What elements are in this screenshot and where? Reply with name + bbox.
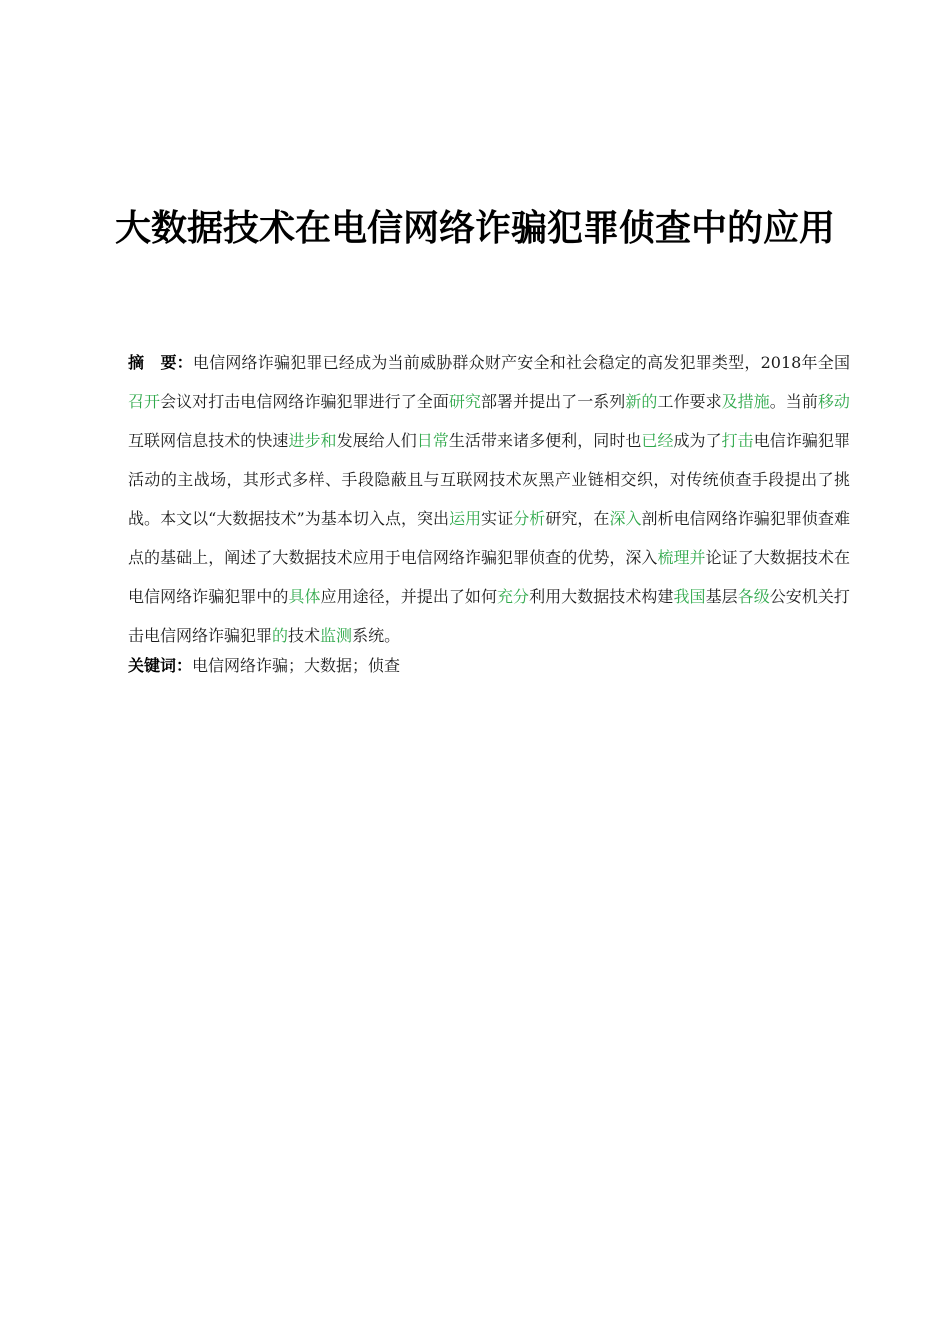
abstract-highlight-text: 及措施 bbox=[721, 392, 770, 411]
abstract-text: 公安机关打击电信网络诈骗犯罪 bbox=[128, 587, 850, 645]
abstract-paragraph bbox=[128, 343, 850, 655]
abstract-highlight-text: 深入 bbox=[609, 509, 642, 528]
abstract-text: 基层 bbox=[705, 587, 738, 606]
abstract-text: 。当前 bbox=[769, 392, 818, 411]
abstract-highlight-text: 进步和 bbox=[288, 431, 337, 450]
abstract-highlight-text: 新的 bbox=[625, 392, 658, 411]
abstract-text: 互联网信息技术的快速 bbox=[128, 431, 289, 450]
keywords-label: 关键词： bbox=[128, 656, 193, 675]
abstract-highlight-text: 充分 bbox=[497, 587, 530, 606]
abstract-text: 论证了大数据技术在电信网络诈骗犯罪中的 bbox=[128, 548, 850, 606]
abstract-label: 摘 要： bbox=[128, 353, 193, 372]
abstract-text: 成为了 bbox=[673, 431, 722, 450]
abstract-text: 技术 bbox=[288, 626, 321, 645]
abstract-highlight-text: 已经 bbox=[641, 431, 674, 450]
abstract-highlight-text: 打击 bbox=[721, 431, 754, 450]
abstract-highlight-text: 监测 bbox=[320, 626, 353, 645]
abstract-text: 利用大数据技术构建 bbox=[529, 587, 674, 606]
abstract-text: 电信诈骗犯罪活动的主战场，其形式多样、手段隐蔽且与互联网技术灰黑产业链相交织，对传统侦查手段提出了挑战。本文以“大数据技术”为基本切入点，突出 bbox=[128, 431, 850, 528]
document-title: 大数据技术在电信网络诈骗犯罪侦查中的应用 bbox=[114, 208, 835, 249]
abstract-text: 部署并提出了一系列 bbox=[480, 392, 626, 411]
abstract-text: 实证 bbox=[481, 509, 514, 528]
keywords-text: 电信网络诈骗；大数据；侦查 bbox=[192, 656, 401, 675]
abstract-highlight-text: 的 bbox=[272, 626, 289, 645]
abstract-text: 电信网络诈骗犯罪已经成为当前威胁群众财产安全和社会稳定的高发犯罪类型，2018年全国 bbox=[192, 353, 850, 372]
abstract-text: 工作要求 bbox=[657, 392, 722, 411]
abstract-highlight-text: 分析 bbox=[513, 509, 546, 528]
abstract-highlight-text: 研究 bbox=[448, 392, 481, 411]
abstract-text: 生活带来诸多便利，同时也 bbox=[448, 431, 642, 450]
abstract-highlight-text: 具体 bbox=[288, 587, 321, 606]
abstract-highlight-text: 召开 bbox=[128, 392, 161, 411]
keywords-line bbox=[128, 653, 850, 679]
abstract-text: 发展给人们 bbox=[336, 431, 417, 450]
abstract-text: 剖析电信网络诈骗犯罪侦查难点的基础上，阐述了大数据技术应用于电信网络诈骗犯罪侦查的优势，深入 bbox=[128, 509, 850, 567]
abstract-highlight-text: 运用 bbox=[449, 509, 482, 528]
abstract-highlight-text: 移动 bbox=[817, 392, 850, 411]
abstract-highlight-text: 日常 bbox=[416, 431, 449, 450]
abstract-highlight-text: 各级 bbox=[737, 587, 770, 606]
abstract-text: 会议对打击电信网络诈骗犯罪进行了全面 bbox=[160, 392, 449, 411]
abstract-highlight-text: 梳理并 bbox=[657, 548, 706, 567]
abstract-text: 应用途径，并提出了如何 bbox=[320, 587, 497, 606]
abstract-highlight-text: 我国 bbox=[673, 587, 706, 606]
abstract-text: 系统。 bbox=[352, 626, 401, 645]
abstract-text: 研究，在 bbox=[545, 509, 610, 528]
